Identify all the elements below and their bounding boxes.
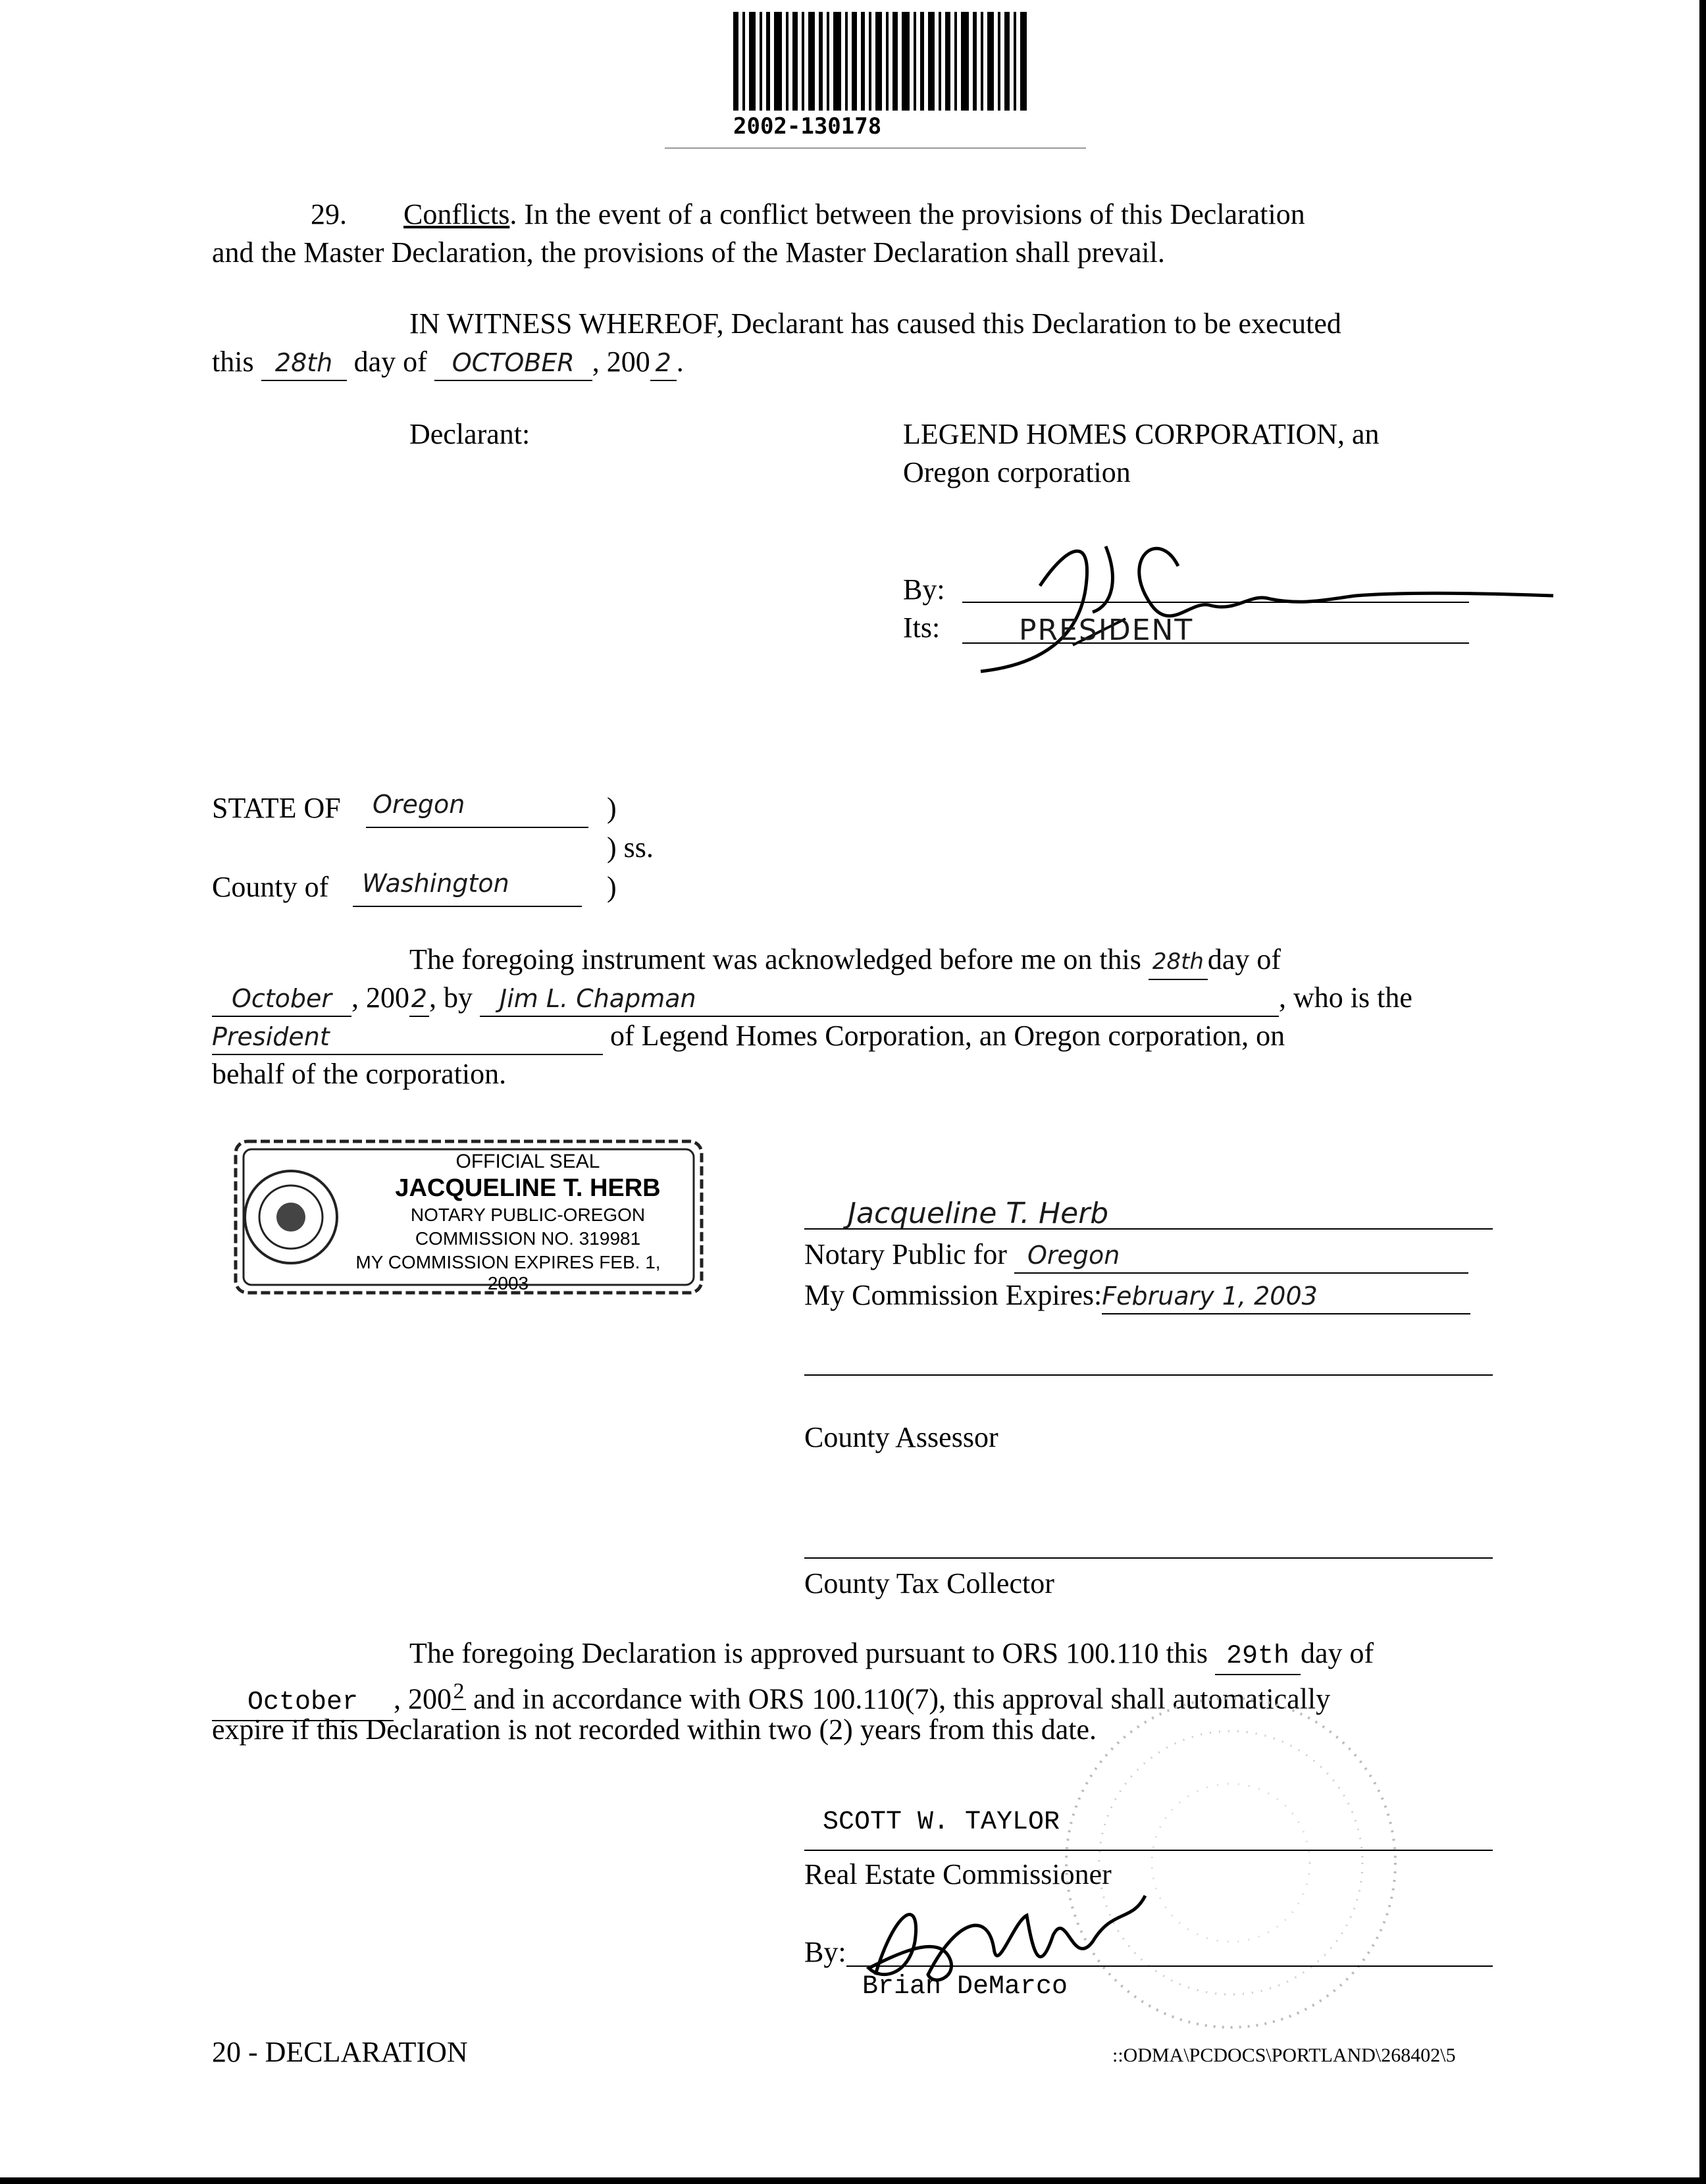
barcode-image (733, 12, 1031, 111)
declarant-its-label: Its: (903, 611, 941, 644)
commissioner-by-name: Brian DeMarco (862, 1972, 1068, 2002)
tax-collector-label: County Tax Collector (804, 1567, 1054, 1599)
assessor-label: County Assessor (804, 1421, 998, 1453)
witness-this: this (212, 346, 254, 378)
declarant-its-line (962, 642, 1469, 644)
venue-paren1: ) (607, 792, 617, 824)
notary-expires (804, 1278, 1470, 1314)
venue-state-label: STATE OF (212, 792, 341, 824)
header-rule (665, 147, 1086, 149)
notary-public-for-value: Oregon (1014, 1238, 1468, 1274)
ack-line3 (212, 1019, 1285, 1055)
ack-day-of: day of (1207, 943, 1281, 975)
declarant-company-line1: LEGEND HOMES CORPORATION, an (903, 418, 1380, 450)
section-number: 29. (311, 198, 347, 230)
section-29-line1 (311, 197, 1305, 232)
ack-line4: behalf of the corporation. (212, 1058, 507, 1090)
approval-line1 (409, 1636, 1374, 1675)
venue-county-label: County of (212, 871, 329, 903)
section-text-line1: . In the event of a conflict between the provisions of this Declaration (509, 198, 1305, 230)
seal-line5: MY COMMISSION EXPIRES FEB. 1, 2003 (355, 1252, 661, 1293)
venue-county-line (353, 906, 582, 907)
notary-expires-label: My Commission Expires: (804, 1279, 1102, 1311)
ack-line1 (409, 943, 1281, 980)
witness-year-prefix: , 200 (592, 346, 650, 378)
notary-public-for (804, 1237, 1468, 1274)
seal-line4: COMMISSION NO. 319981 (415, 1228, 641, 1249)
notary-signature: Jacqueline T. Herb (848, 1197, 1109, 1230)
witness-day-of: day of (353, 346, 427, 378)
declarant-label: Declarant: (409, 418, 530, 450)
witness-line2 (212, 345, 684, 381)
witness-day-value: 28th (261, 346, 347, 381)
assessor-line (804, 1374, 1493, 1376)
commissioner-name: SCOTT W. TAYLOR (823, 1807, 1060, 1837)
notary-seal (232, 1137, 706, 1297)
approval-month-value: October (212, 1686, 394, 1721)
ack-text1: The foregoing instrument was acknowledged before me on this (409, 943, 1141, 975)
notary-signature-line (804, 1228, 1493, 1230)
venue-paren2: ) (607, 871, 617, 903)
seal-line2: JACQUELINE T. HERB (395, 1174, 661, 1202)
ack-line2 (212, 981, 1412, 1017)
approval-year-prefix: , 200 (394, 1682, 452, 1715)
seal-line1: OFFICIAL SEAL (455, 1151, 600, 1172)
ack-by: , by (429, 981, 473, 1014)
commissioner-name-line (804, 1850, 1493, 1851)
notary-expires-value: February 1, 2003 (1102, 1279, 1470, 1314)
seal-line3: NOTARY PUBLIC-OREGON (410, 1205, 646, 1225)
commissioner-title: Real Estate Commissioner (804, 1858, 1112, 1890)
commissioner-by-line (846, 1965, 1493, 1967)
approval-day-value: 29th (1215, 1640, 1301, 1675)
tax-collector-line (804, 1557, 1493, 1559)
ack-who-is: , who is the (1279, 981, 1412, 1014)
barcode-number: 2002-130178 (733, 113, 882, 140)
declarant-by-label: By: (903, 573, 945, 606)
venue-county-value: Washington (362, 869, 509, 898)
witness-period: . (676, 346, 684, 378)
section-heading: Conflicts (403, 198, 510, 230)
footer-page-label: 20 - DECLARATION (212, 2036, 468, 2068)
approval-year-value: 2 (452, 1675, 466, 1710)
ack-day-value: 28th (1149, 945, 1208, 980)
notary-public-for-label: Notary Public for (804, 1238, 1007, 1270)
witness-year-value: 2 (650, 346, 677, 381)
commissioner-by-label: By: (804, 1936, 846, 1968)
approval-day-of: day of (1301, 1637, 1374, 1669)
venue-ss: ) ss. (607, 831, 654, 864)
declarant-by-line (962, 602, 1469, 603)
witness-month-value: OCTOBER (434, 346, 592, 381)
ack-title-value: President (212, 1020, 603, 1055)
declarant-signature (961, 507, 1553, 678)
ack-signer: Jim L. Chapman (480, 981, 1279, 1017)
ack-month-value: October (212, 981, 351, 1017)
venue-state-line (366, 827, 588, 828)
ack-of-company: of Legend Homes Corporation, an Oregon corporation, on (610, 1020, 1285, 1052)
section-29-line2: and the Master Declaration, the provisions of the Master Declaration shall prevail. (212, 236, 1165, 269)
venue-state-value: Oregon (373, 790, 465, 819)
approval-line3: expire if this Declaration is not recorded within two (2) years from this date. (212, 1713, 1097, 1746)
footer-doc-path: ::ODMA\PCDOCS\PORTLAND\268402\5 (1112, 2044, 1456, 2066)
ack-year-value: 2 (409, 981, 429, 1017)
witness-line1: IN WITNESS WHEREOF, Declarant has caused this Declaration to be executed (409, 307, 1341, 340)
approval-text2: and in accordance with ORS 100.110(7), this approval shall automatically (473, 1682, 1331, 1715)
ack-year-prefix: , 200 (351, 981, 409, 1014)
declarant-its-value: PRESIDENT (1019, 613, 1194, 647)
approval-text1: The foregoing Declaration is approved pursuant to ORS 100.110 this (409, 1637, 1208, 1669)
declarant-company-line2: Oregon corporation (903, 456, 1131, 488)
